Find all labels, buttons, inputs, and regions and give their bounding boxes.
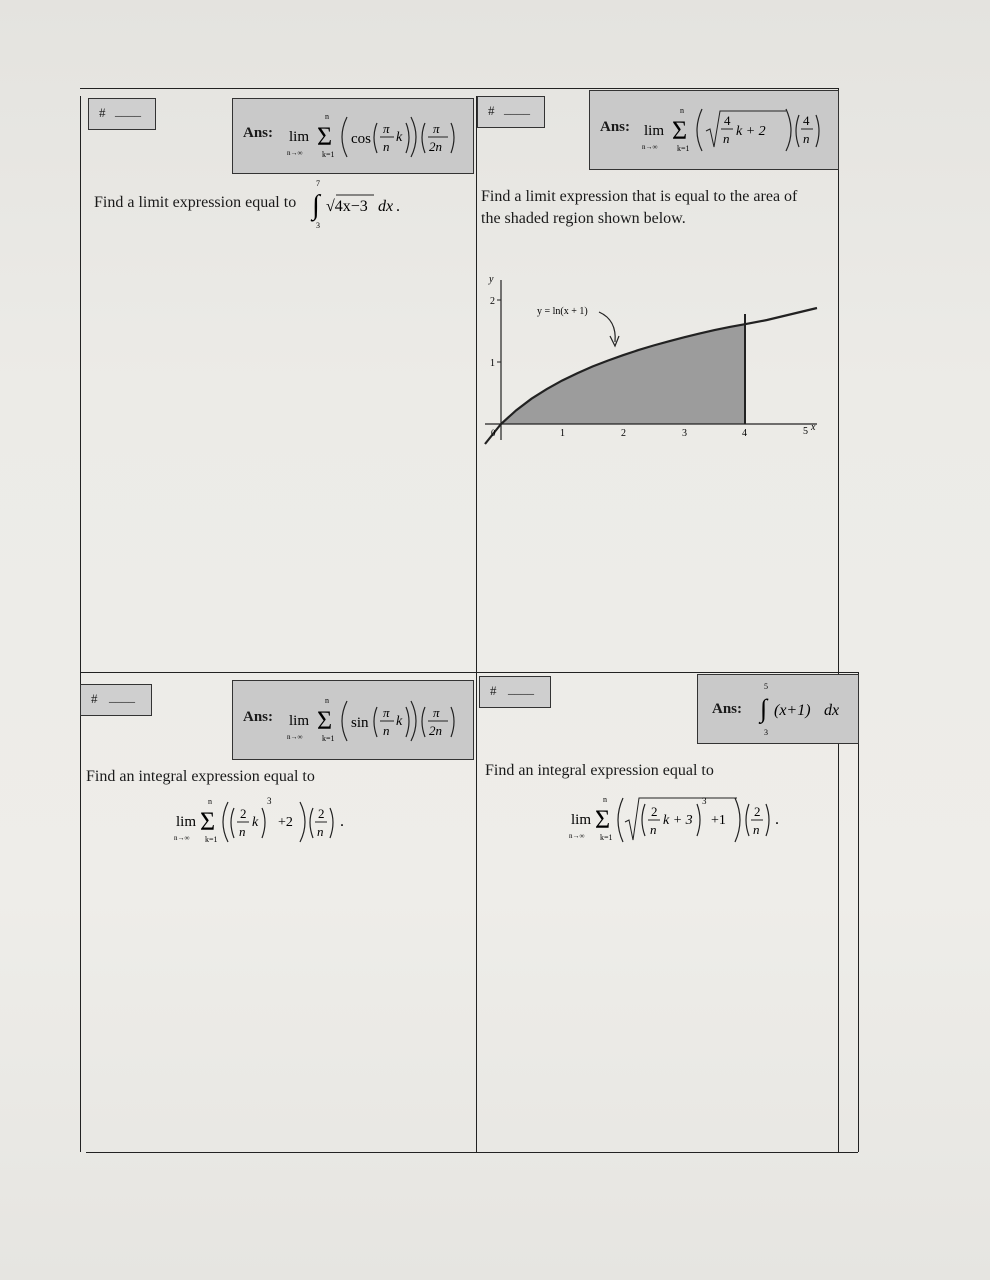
- svg-text:n: n: [208, 797, 212, 806]
- svg-text:3: 3: [682, 428, 687, 439]
- answer-box: [697, 674, 859, 744]
- svg-text:√4x−3: √4x−3: [326, 198, 368, 215]
- integral-expression: [310, 178, 420, 238]
- svg-text:5: 5: [803, 426, 808, 437]
- svg-text:.: .: [396, 198, 400, 215]
- svg-text:lim: lim: [571, 812, 592, 828]
- svg-text:lim: lim: [644, 123, 665, 139]
- svg-text:2: 2: [490, 296, 495, 307]
- svg-text:4: 4: [724, 113, 731, 128]
- problem-cell-1: [80, 96, 476, 672]
- svg-text:Σ: Σ: [200, 807, 216, 836]
- svg-text:π: π: [433, 121, 440, 136]
- svg-text:n: n: [680, 106, 684, 115]
- svg-text:k: k: [396, 130, 403, 145]
- svg-text:4: 4: [742, 428, 747, 439]
- svg-text:k: k: [396, 714, 403, 729]
- grid-right-border-lower: [858, 672, 859, 1152]
- svg-text:n: n: [325, 112, 329, 121]
- svg-text:2: 2: [754, 804, 761, 819]
- svg-text:y: y: [489, 274, 494, 285]
- problem-number-box[interactable]: # ____: [479, 676, 551, 708]
- svg-text:n: n: [383, 723, 390, 738]
- svg-text:k=1: k=1: [322, 734, 335, 743]
- svg-text:+1: +1: [711, 813, 726, 828]
- svg-text:dx: dx: [824, 702, 840, 719]
- svg-text:(x+1): (x+1): [774, 702, 811, 719]
- svg-text:π: π: [383, 121, 390, 136]
- svg-text:∫: ∫: [760, 694, 768, 723]
- problem-prompt: Find a limit expression that is equal to the area of the shaded region shown below.: [481, 188, 798, 227]
- svg-text:1: 1: [490, 358, 495, 369]
- limit-expression: [172, 790, 372, 862]
- svg-text:n: n: [317, 824, 324, 839]
- problem-number-box[interactable]: # ____: [477, 96, 545, 128]
- svg-text:k=1: k=1: [322, 150, 335, 159]
- svg-text:n→∞: n→∞: [569, 832, 585, 840]
- svg-text:k + 2: k + 2: [736, 124, 766, 139]
- svg-text:k=1: k=1: [600, 833, 613, 842]
- number-label: #: [488, 103, 495, 118]
- number-label: #: [91, 691, 98, 706]
- problem-cell-2: [477, 88, 838, 672]
- answer-box: [232, 680, 474, 760]
- svg-text:2: 2: [621, 428, 626, 439]
- svg-text:lim: lim: [176, 814, 197, 830]
- svg-text:2: 2: [240, 806, 247, 821]
- problem-number-box[interactable]: # ____: [80, 684, 152, 716]
- svg-text:n: n: [803, 131, 810, 146]
- svg-text:n: n: [239, 824, 246, 839]
- svg-text:.: .: [775, 811, 779, 828]
- problem-prompt: Find an integral expression equal to: [86, 768, 315, 785]
- svg-text:3: 3: [764, 728, 768, 737]
- svg-text:3: 3: [316, 221, 320, 230]
- answer-label: Ans:: [600, 119, 631, 135]
- svg-text:.: .: [340, 813, 344, 830]
- answer-label: Ans:: [243, 709, 274, 725]
- answer-label: Ans:: [243, 125, 274, 141]
- number-label: #: [490, 683, 497, 698]
- svg-text:5: 5: [764, 682, 768, 691]
- svg-text:k + 3: k + 3: [663, 813, 693, 828]
- svg-text:k=1: k=1: [677, 144, 690, 153]
- answer-formula: [636, 93, 836, 165]
- problem-cell-3: [80, 672, 476, 1152]
- svg-text:x: x: [811, 422, 816, 433]
- number-label: #: [99, 105, 106, 120]
- svg-text:Σ: Σ: [317, 122, 333, 151]
- curve-label: y = ln(x + 1): [537, 306, 588, 317]
- answer-box: [232, 98, 474, 174]
- svg-text:dx: dx: [378, 198, 394, 215]
- limit-expression: [567, 786, 807, 858]
- problem-cell-4: [477, 672, 858, 1152]
- answer-formula: [756, 677, 856, 741]
- problem-prompt: Find an integral expression equal to: [485, 762, 714, 779]
- svg-text:cos: cos: [351, 131, 371, 147]
- svg-text:∫: ∫: [312, 190, 320, 221]
- svg-text:n→∞: n→∞: [287, 733, 303, 741]
- svg-text:n→∞: n→∞: [642, 143, 658, 151]
- svg-text:Σ: Σ: [672, 116, 688, 145]
- grid-bottom-border: [86, 1152, 858, 1153]
- svg-text:k: k: [252, 815, 259, 830]
- svg-text:1: 1: [560, 428, 565, 439]
- svg-text:4: 4: [803, 113, 810, 128]
- svg-text:n: n: [603, 795, 607, 804]
- shaded-region: [501, 324, 745, 424]
- svg-text:n→∞: n→∞: [174, 834, 190, 842]
- answer-label: Ans:: [712, 701, 743, 717]
- problem-number-box[interactable]: # ____: [88, 98, 156, 130]
- svg-text:2: 2: [318, 806, 325, 821]
- svg-text:2: 2: [651, 804, 658, 819]
- svg-text:7: 7: [316, 179, 320, 188]
- svg-text:Σ: Σ: [595, 805, 611, 834]
- svg-text:Σ: Σ: [317, 706, 333, 735]
- svg-text:π: π: [433, 705, 440, 720]
- answer-formula: [281, 683, 471, 755]
- svg-text:2n: 2n: [429, 139, 442, 154]
- svg-text:n: n: [723, 131, 730, 146]
- answer-formula: [281, 101, 471, 171]
- svg-text:3: 3: [267, 796, 272, 806]
- answer-box: [589, 90, 839, 170]
- shaded-region-graph: [477, 270, 837, 470]
- svg-text:π: π: [383, 705, 390, 720]
- svg-text:2n: 2n: [429, 723, 442, 738]
- svg-text:k=1: k=1: [205, 835, 218, 844]
- problem-prompt: Find a limit expression equal to: [94, 194, 297, 211]
- svg-text:n: n: [325, 696, 329, 705]
- svg-text:lim: lim: [289, 713, 310, 729]
- lim-text: lim: [289, 129, 310, 145]
- svg-text:n: n: [753, 822, 760, 837]
- svg-text:sin: sin: [351, 715, 369, 731]
- svg-text:n: n: [650, 822, 657, 837]
- svg-text:n: n: [383, 139, 390, 154]
- lim-sub: n→∞: [287, 149, 303, 157]
- svg-text:0: 0: [491, 428, 496, 438]
- svg-text:+2: +2: [278, 815, 293, 830]
- svg-text:3: 3: [702, 796, 707, 806]
